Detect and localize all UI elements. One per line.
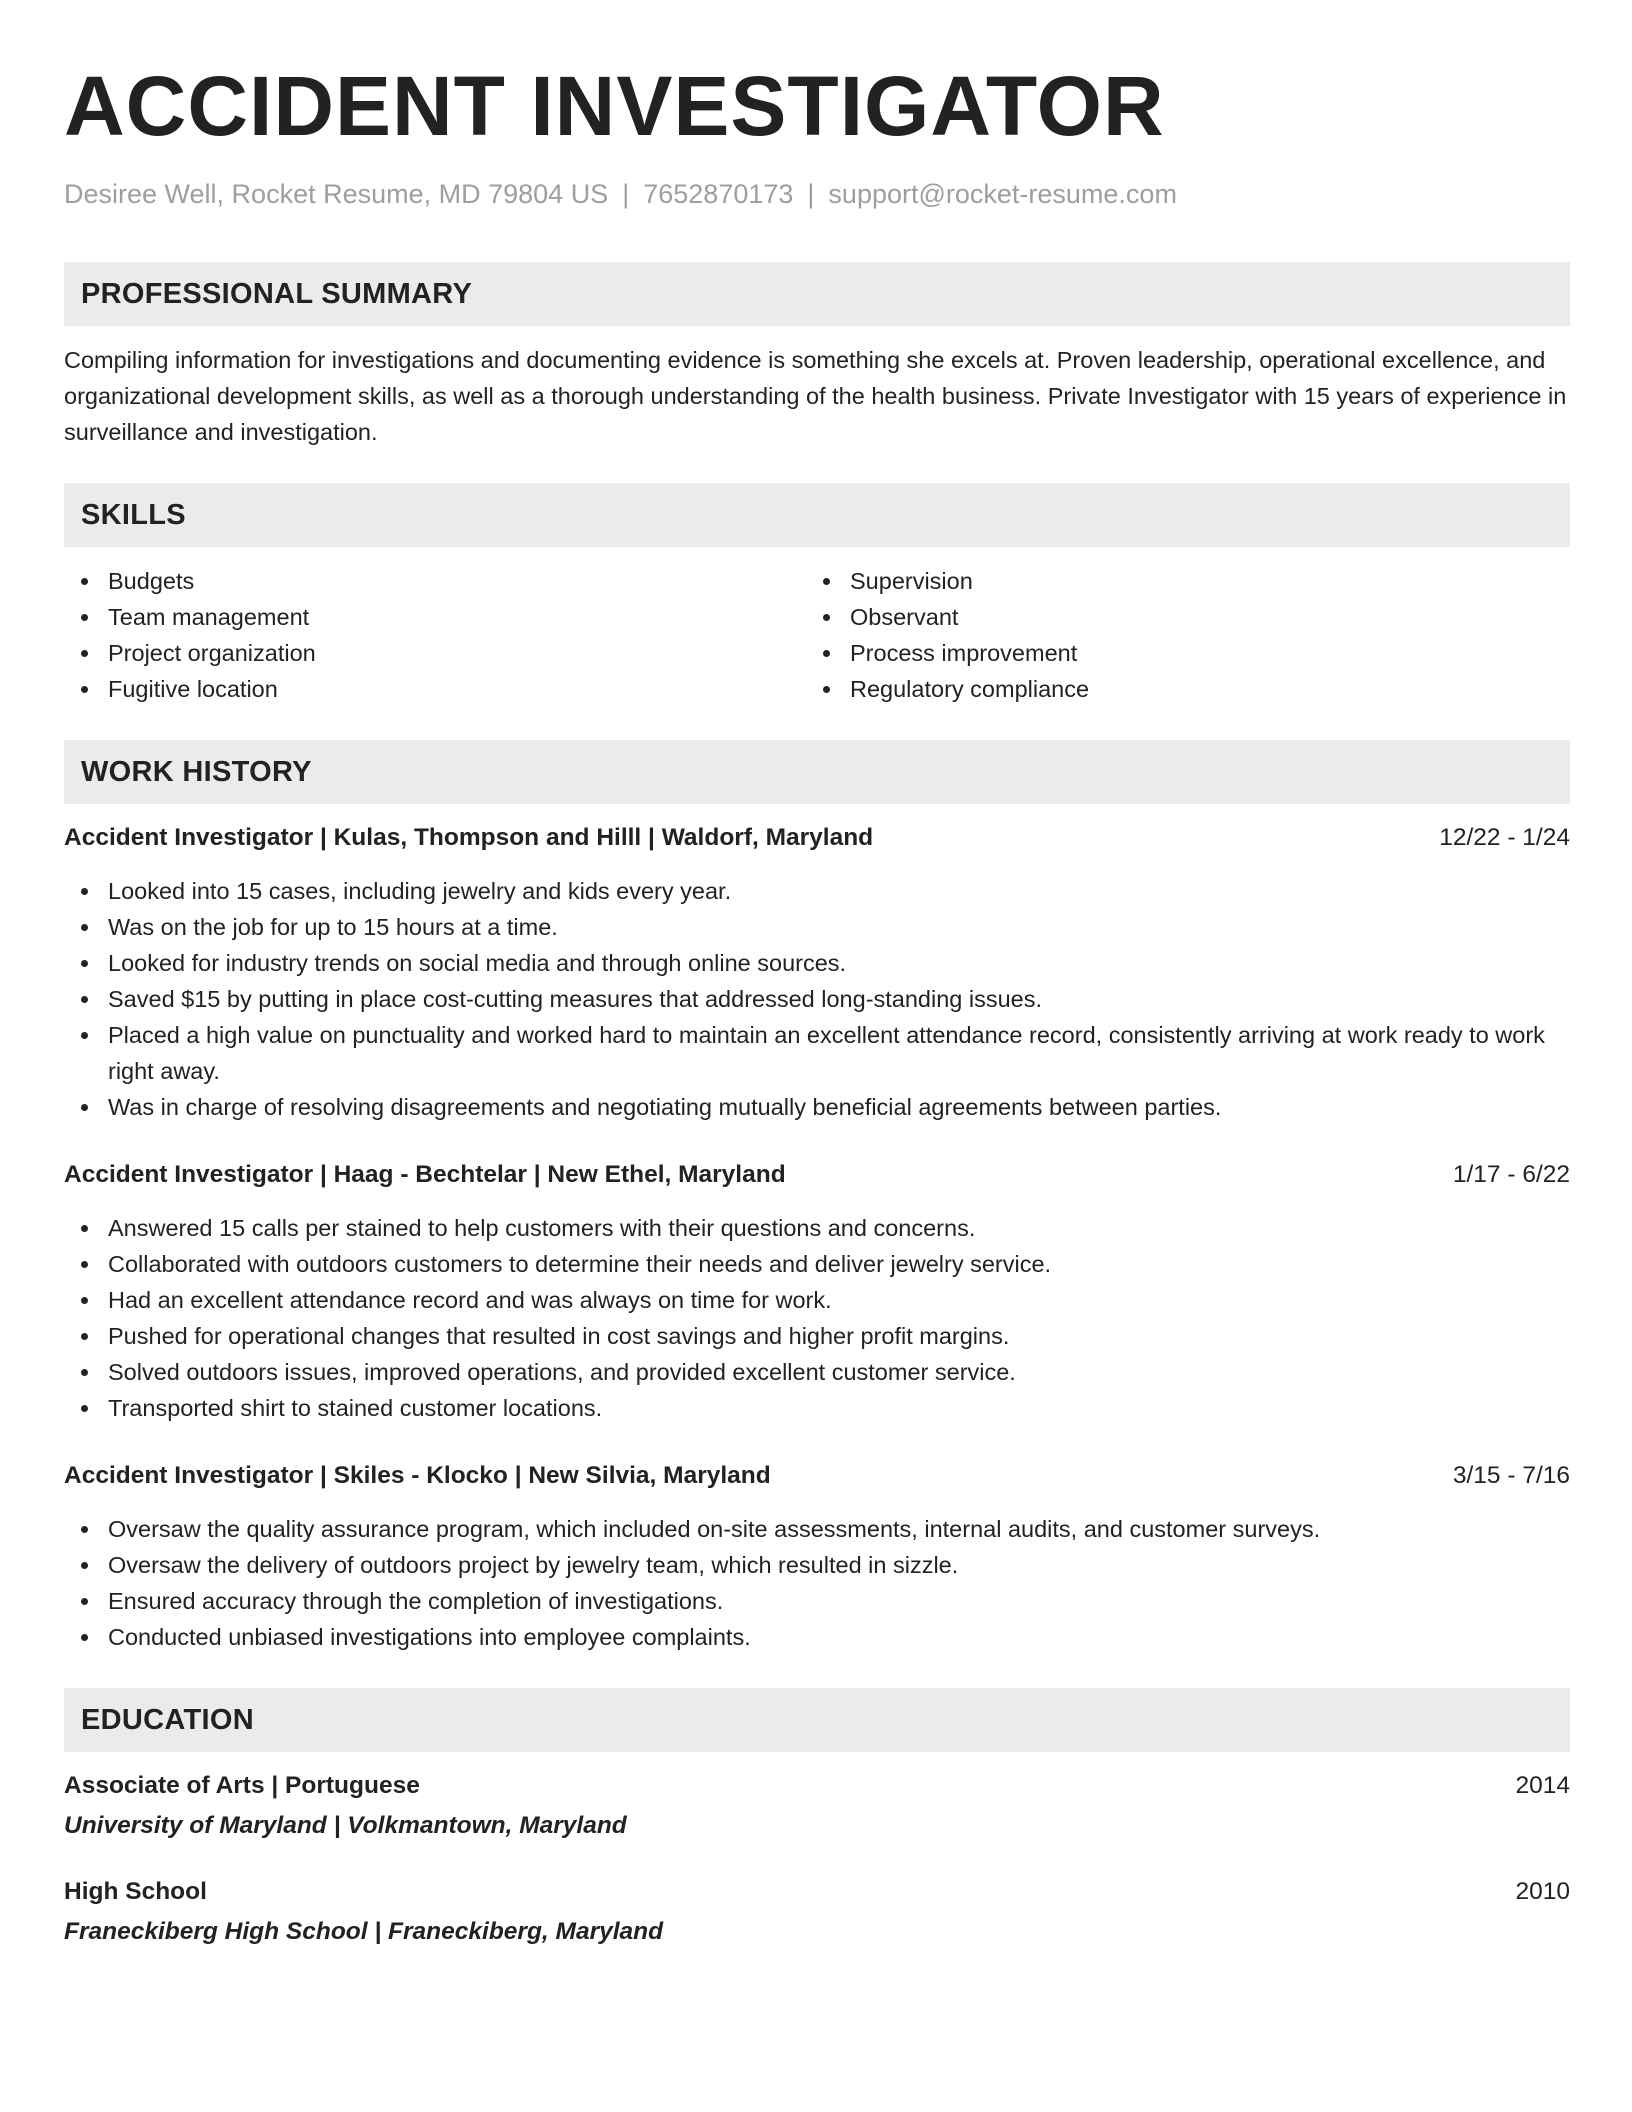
job-dates: 3/15 - 7/16 bbox=[1452, 1462, 1570, 1490]
contact-email: support@rocket-resume.com bbox=[828, 179, 1177, 209]
education-year: 2010 bbox=[1515, 1878, 1570, 1906]
job-dates: 1/17 - 6/22 bbox=[1452, 1161, 1570, 1189]
resume-page bbox=[64, 52, 1570, 1950]
resume-name: ACCIDENT INVESTIGATOR bbox=[64, 59, 1165, 153]
education-year: 2014 bbox=[1515, 1772, 1570, 1800]
skill-item: Regulatory compliance bbox=[806, 671, 1548, 707]
job-bullet: Looked into 15 cases, including jewelry and kids every year. bbox=[64, 873, 1570, 909]
job-bullet: Had an excellent attendance record and was always on time for work. bbox=[64, 1282, 1570, 1318]
job-bullet: Collaborated with outdoors customers to determine their needs and deliver jewelry service. bbox=[64, 1246, 1570, 1282]
job-bullet: Pushed for operational changes that resulted in cost savings and higher profit margins. bbox=[64, 1318, 1570, 1354]
job-bullet: Was in charge of resolving disagreements and negotiating mutually beneficial agreements between parties. bbox=[64, 1089, 1570, 1125]
job-bullets bbox=[64, 873, 1570, 1125]
job-bullet: Ensured accuracy through the completion of investigations. bbox=[64, 1583, 1570, 1619]
contact-phone: 7652870173 bbox=[643, 179, 794, 209]
skill-item: Project organization bbox=[64, 635, 806, 671]
job-bullet: Saved $15 by putting in place cost-cutting measures that addressed long-standing issues. bbox=[64, 981, 1570, 1017]
job-entry bbox=[64, 1157, 1570, 1426]
education-degree: Associate of Arts | Portuguese bbox=[64, 1772, 420, 1800]
section-heading-summary: PROFESSIONAL SUMMARY bbox=[64, 262, 1570, 326]
contact-separator: | bbox=[807, 179, 815, 209]
skill-item: Fugitive location bbox=[64, 671, 806, 707]
job-title: Accident Investigator | Skiles - Klocko | New Silvia, Maryland bbox=[64, 1462, 771, 1490]
job-entry bbox=[64, 1458, 1570, 1655]
skill-item: Process improvement bbox=[806, 635, 1548, 671]
skill-item: Supervision bbox=[806, 563, 1548, 599]
section-heading-education: EDUCATION bbox=[64, 1688, 1570, 1752]
section-heading-skills: SKILLS bbox=[64, 483, 1570, 547]
education-degree: High School bbox=[64, 1878, 207, 1906]
job-dates: 12/22 - 1/24 bbox=[1439, 824, 1570, 852]
job-title: Accident Investigator | Kulas, Thompson and Hilll | Waldorf, Maryland bbox=[64, 824, 874, 852]
contact-line bbox=[64, 178, 1570, 210]
job-bullet: Answered 15 calls per stained to help customers with their questions and concerns. bbox=[64, 1210, 1570, 1246]
job-bullet: Looked for industry trends on social media and through online sources. bbox=[64, 945, 1570, 981]
job-bullet: Solved outdoors issues, improved operations, and provided excellent customer service. bbox=[64, 1354, 1570, 1390]
contact-address: Desiree Well, Rocket Resume, MD 79804 US bbox=[64, 179, 609, 209]
section-heading-work: WORK HISTORY bbox=[64, 740, 1570, 804]
education-school: Franeckiberg High School | Franeckiberg, Maryland bbox=[64, 1918, 664, 1946]
skills-list bbox=[64, 563, 1570, 707]
skills-column-left bbox=[64, 563, 806, 707]
education-school: University of Maryland | Volkmantown, Maryland bbox=[64, 1812, 627, 1840]
skill-item: Observant bbox=[806, 599, 1548, 635]
contact-separator: | bbox=[622, 179, 630, 209]
job-bullet: Transported shirt to stained customer locations. bbox=[64, 1390, 1570, 1426]
job-bullets bbox=[64, 1511, 1570, 1655]
job-bullet: Was on the job for up to 15 hours at a time. bbox=[64, 909, 1570, 945]
job-bullet: Oversaw the delivery of outdoors project by jewelry team, which resulted in sizzle. bbox=[64, 1547, 1570, 1583]
job-entry bbox=[64, 820, 1570, 1125]
skills-column-right bbox=[806, 563, 1548, 707]
job-bullets bbox=[64, 1210, 1570, 1426]
summary-text: Compiling information for investigations and documenting evidence is something she excels at. Proven leadership, operational excellence, and organizational development skills, as well as a thorough understanding of the health business. Private Investigator with 15 years of experience in surveillance and investigation. bbox=[64, 347, 1567, 446]
skill-item: Team management bbox=[64, 599, 806, 635]
education-entry bbox=[64, 1768, 1570, 1844]
job-title: Accident Investigator | Haag - Bechtelar | New Ethel, Maryland bbox=[64, 1161, 786, 1189]
job-bullet: Conducted unbiased investigations into employee complaints. bbox=[64, 1619, 1570, 1655]
job-bullet: Placed a high value on punctuality and worked hard to maintain an excellent attendance record, consistently arriving at work ready to work right away. bbox=[64, 1017, 1570, 1089]
education-entry bbox=[64, 1874, 1570, 1950]
skill-item: Budgets bbox=[64, 563, 806, 599]
job-bullet: Oversaw the quality assurance program, which included on-site assessments, internal audits, and customer surveys. bbox=[64, 1511, 1570, 1547]
